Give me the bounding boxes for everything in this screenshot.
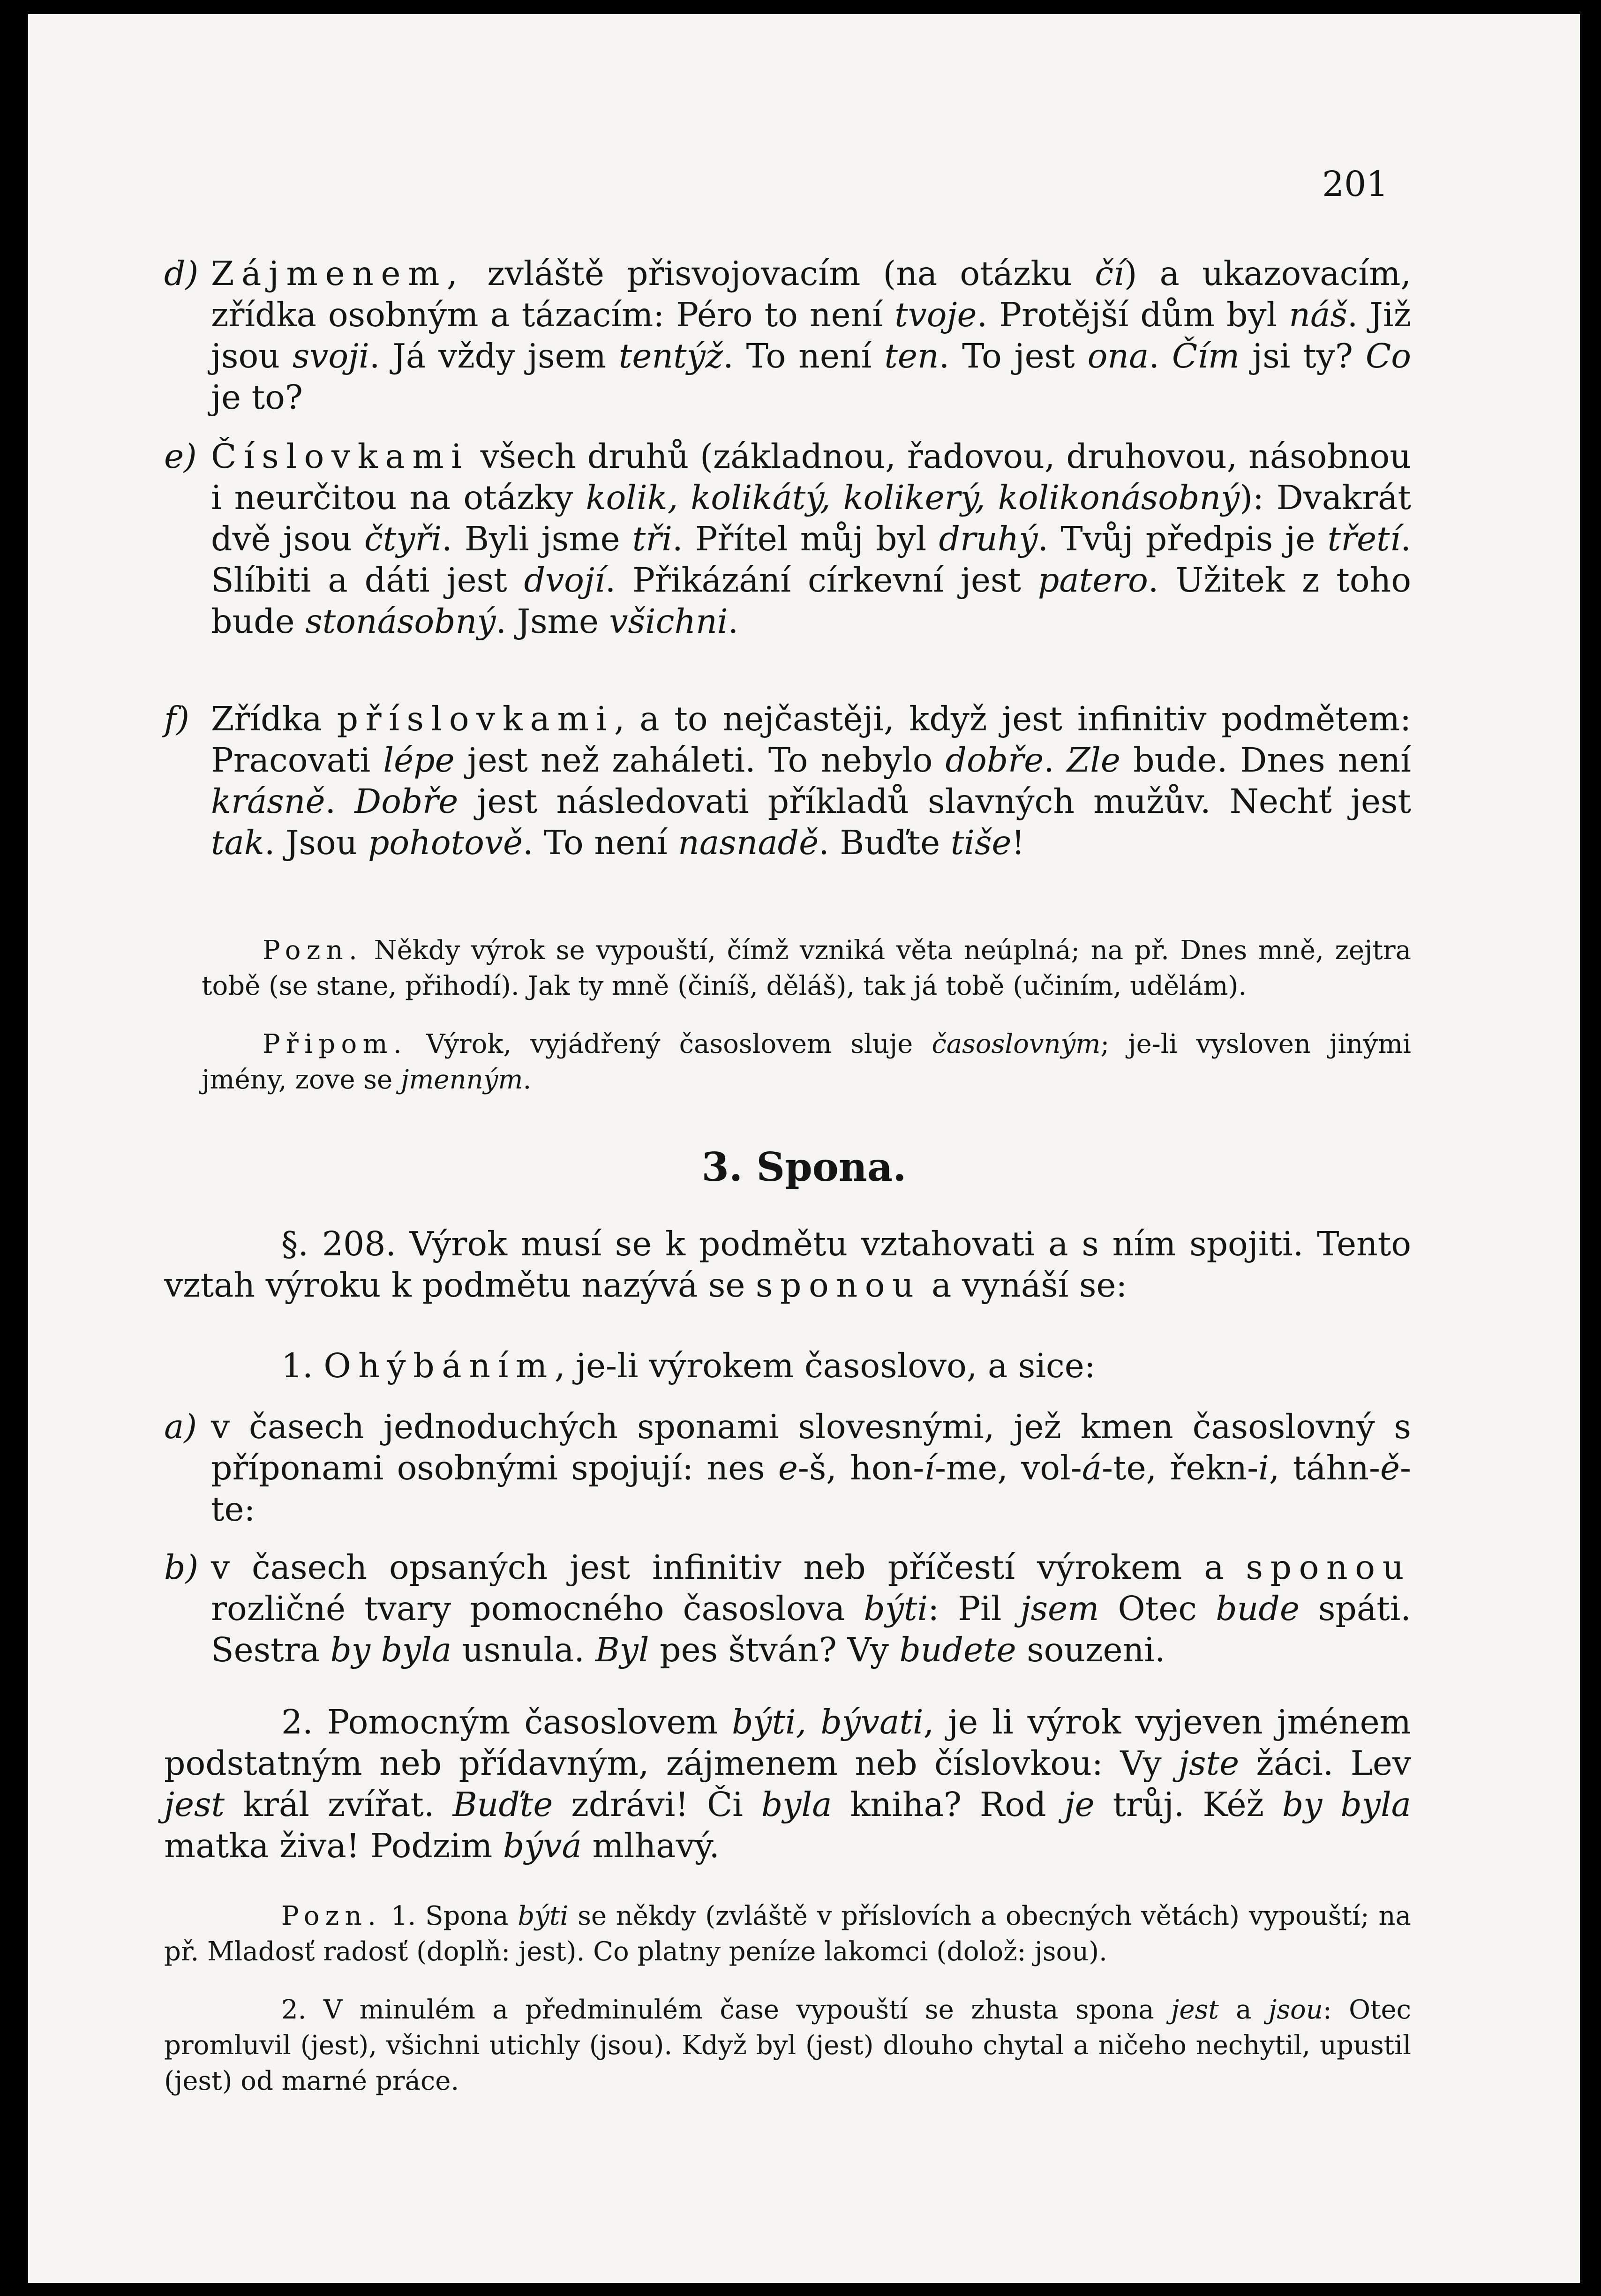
note-pozn-1: Pozn. Někdy výrok se vypouští, čímž vzniká věta neúplná; na př. Dnes mně, zejtra tobě (se stane, přihodí). Jak ty mně (činíš, děláš), tak já tobě (učiním, udělám). — [202, 935, 1411, 1001]
item-label-f: f) — [164, 699, 189, 738]
note-label: Pozn. — [263, 935, 363, 966]
note-pozn-3: 2. V minulém a předminulém čase vypouští se zhusta spona jest a jsou: Otec promluvil (jest), všichni utichly (jsou). Když byl (jest) dlouho chytal a ničeho nechytil, upustil (jest) od marné práce. — [164, 1995, 1411, 2096]
paragraph-b: b) v časech opsaných jest infinitiv neb příčestí výrokem a sponou rozličné tvary pomocného časoslova býti: Pil jsem Otec bude spáti. Sestra by byla usnula. Byl pes štván? Vy budete souzeni. — [164, 1548, 1411, 1669]
note-label: Připom. — [263, 1029, 408, 1059]
note-pozn-2: Pozn. 1. Spona býti se někdy (zvláště v příslovích a obecných větách) vypouští; na př. Mladosť radosť (doplň: jest). Co platny peníze lakomci (dolož: jsou). — [164, 1901, 1412, 1967]
note-pripom: Připom. Výrok, vyjádřený časoslovem sluje časoslovným; je-li vysloven jinými jmény, zove se jmenným. — [202, 1029, 1411, 1095]
item-label-a: a) — [164, 1407, 197, 1446]
note-label: Pozn. — [281, 1901, 382, 1931]
item-label-d: d) — [164, 254, 199, 293]
paragraph-item-2: 2. Pomocným časoslovem býti, bývati, je li výrok vyjeven jménem podstatným neb přídavným, zájmenem neb číslovkou: Vy jste žáci. Lev jest král zvířat. Buďte zdrávi! Či byla kniha? Rod je trůj. Kéž by byla matka živa! Podzim bývá mlhavý. — [164, 1703, 1411, 1865]
paragraph-f: f) Zřídka příslovkami, a to nejčastěji, když jest infinitiv podmětem: Pracovati lépe jest než zaháleti. To nebylo dobře. Zle bude. Dnes není krásně. Dobře jest následovati příkladů slavných mužův. Nechť jest tak. Jsou pohotově. To není nasnadě. Buďte tiše! — [164, 699, 1411, 862]
paragraph-e: e) Číslovkami všech druhů (základnou, řadovou, druhovou, násobnou i neurčitou na otázky kolik, kolikátý, kolikerý, kolikonásobný): Dvakrát dvě jsou čtyři. Byli jsme tři. Přítel můj byl druhý. Tvůj předpis je třetí. Slíbiti a dáti jest dvojí. Přikázání církevní jest patero. Užitek z toho bude stonásobný. Jsme všichni. — [164, 437, 1411, 641]
item-label-e: e) — [164, 437, 197, 476]
book-page — [28, 14, 1580, 2283]
item-label-b: b) — [164, 1548, 199, 1587]
paragraph-item-1: 1. Ohýbáním, je-li výrokem časoslovo, a sice: — [281, 1346, 1096, 1385]
page-number: 201 — [1322, 164, 1389, 204]
paragraph-s208: §. 208. Výrok musí se k podmětu vztahovati a s ním spojiti. Tento vztah výroku k podmětu nazývá se sponou a vynáší se: — [164, 1224, 1411, 1305]
section-heading: 3. Spona. — [701, 1144, 907, 1190]
paragraph-d: d) Zájmenem, zvláště přisvojovacím (na otázku čí) a ukazovacím, zřídka osobným a tázacím: Péro to není tvoje. Protější dům byl náš. Již jsou svoji. Já vždy jsem tentýž. To není ten. To jest ona. Čím jsi ty? Co je to? — [164, 254, 1411, 417]
paragraph-a: a) v časech jednoduchých sponami slovesnými, jež kmen časoslovný s příponami osobnými spojují: nes e-š, hon-í-me, vol-á-te, řekn-i, táhn-ě-te: — [164, 1407, 1411, 1529]
